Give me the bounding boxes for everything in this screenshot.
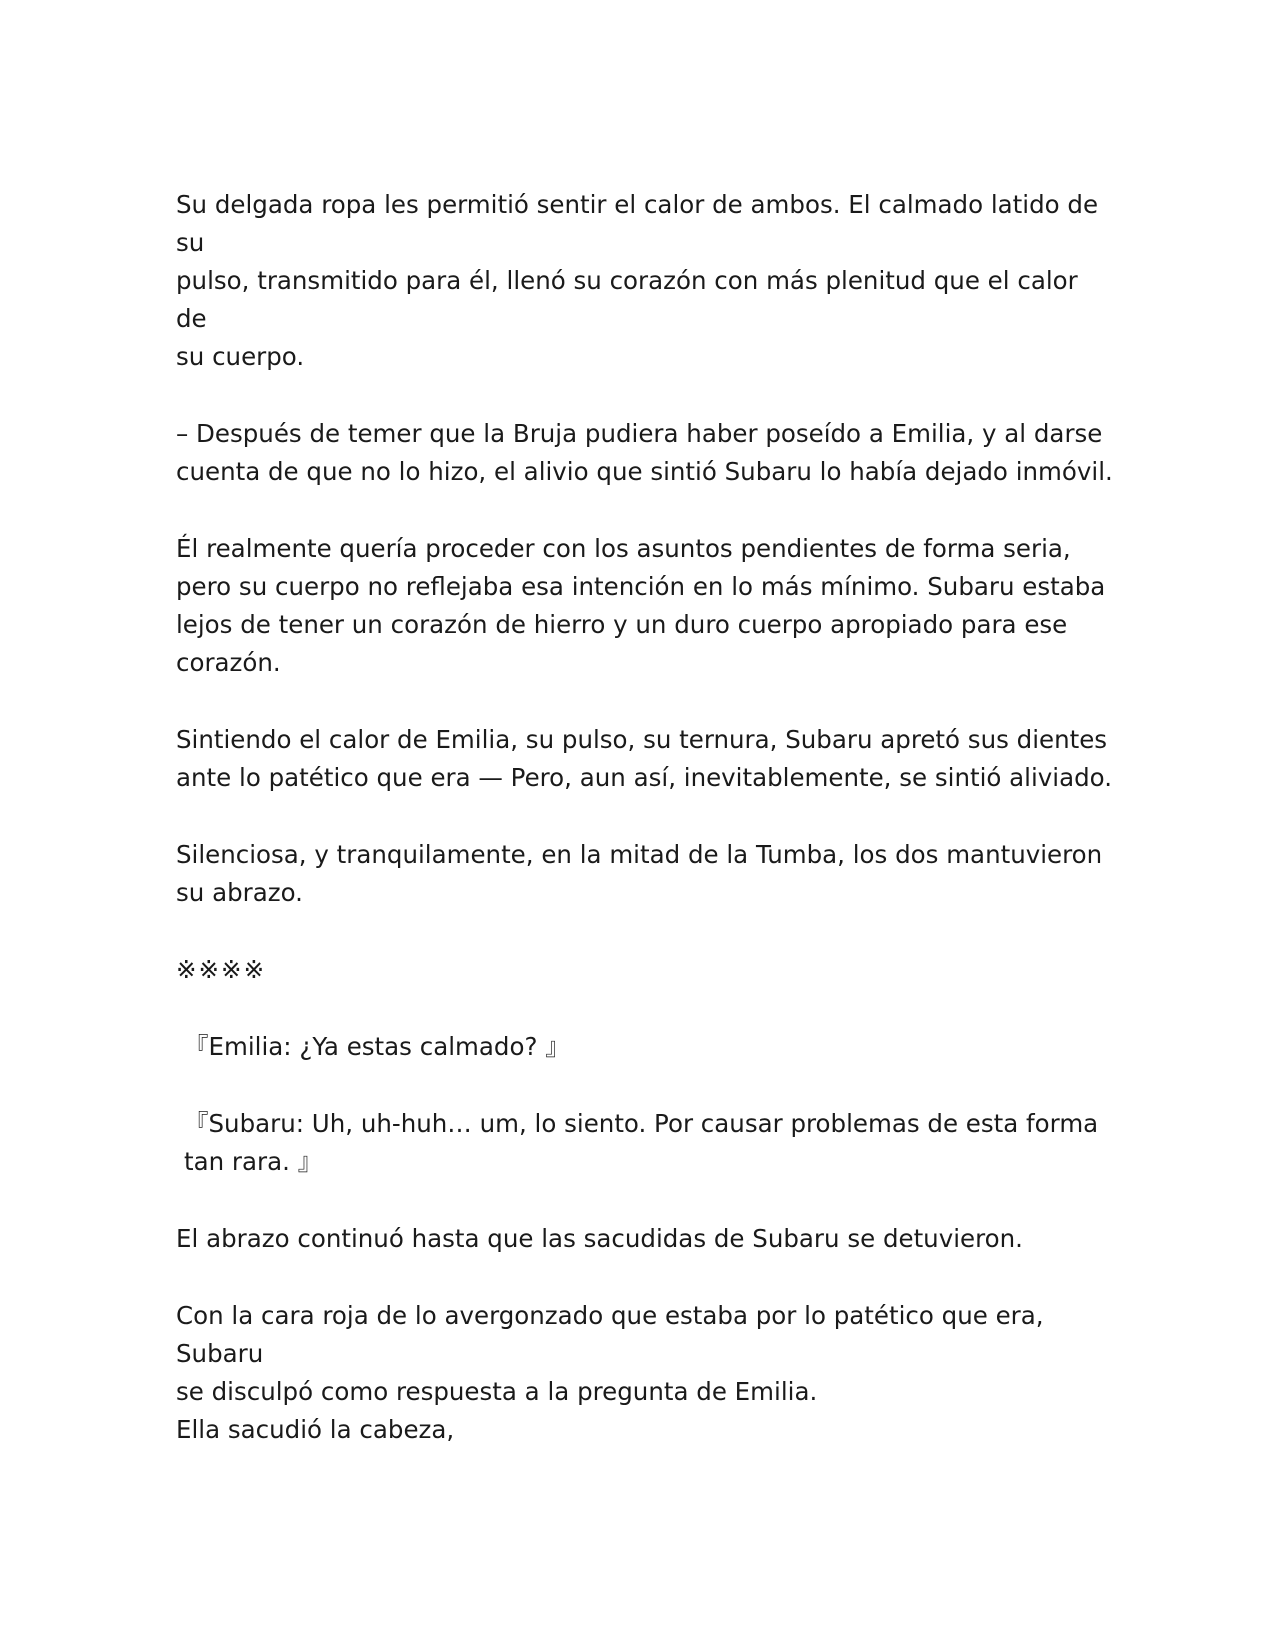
paragraph-2: – Después de temer que la Bruja pudiera haber poseído a Emilia, y al darse cuenta de que no lo hizo, el alivio que sintió Subaru lo había dejado inmóvil. xyxy=(176,419,1113,486)
scene-separator: ※※※※ xyxy=(176,955,267,984)
paragraph-7: Con la cara roja de lo avergonzado que estaba por lo patético que era, Subaru se disculpó como respuesta a la pregunta de Emilia. xyxy=(176,1301,1044,1406)
paragraph-6: El abrazo continuó hasta que las sacudidas de Subaru se detuvieron. xyxy=(176,1224,1023,1253)
paragraph-5: Silenciosa, y tranquilamente, en la mitad de la Tumba, los dos mantuvieron su abrazo. xyxy=(176,840,1103,907)
dialogue-emilia: 『Emilia: ¿Ya estas calmado? 』 xyxy=(184,1032,570,1061)
paragraph-1: Su delgada ropa les permitió sentir el calor de ambos. El calmado latido de su pulso, transmitido para él, llenó su corazón con más plenitud que el calor de su cuerpo. xyxy=(176,190,1099,371)
dialogue-subaru: 『Subaru: Uh, uh-huh… um, lo siento. Por causar problemas de esta forma tan rara. 』 xyxy=(184,1109,1099,1176)
paragraph-3: Él realmente quería proceder con los asuntos pendientes de forma seria, pero su cuerpo no reflejaba esa intención en lo más mínimo. Subaru estaba lejos de tener un corazón de hierro y un duro cuerpo apropiado para ese corazón. xyxy=(176,534,1106,677)
document-body xyxy=(176,186,1116,1488)
paragraph-8: Ella sacudió la cabeza, xyxy=(176,1415,455,1444)
paragraph-4: Sintiendo el calor de Emilia, su pulso, su ternura, Subaru apretó sus dientes ante lo patético que era — Pero, aun así, inevitablemente, se sintió aliviado. xyxy=(176,725,1113,792)
